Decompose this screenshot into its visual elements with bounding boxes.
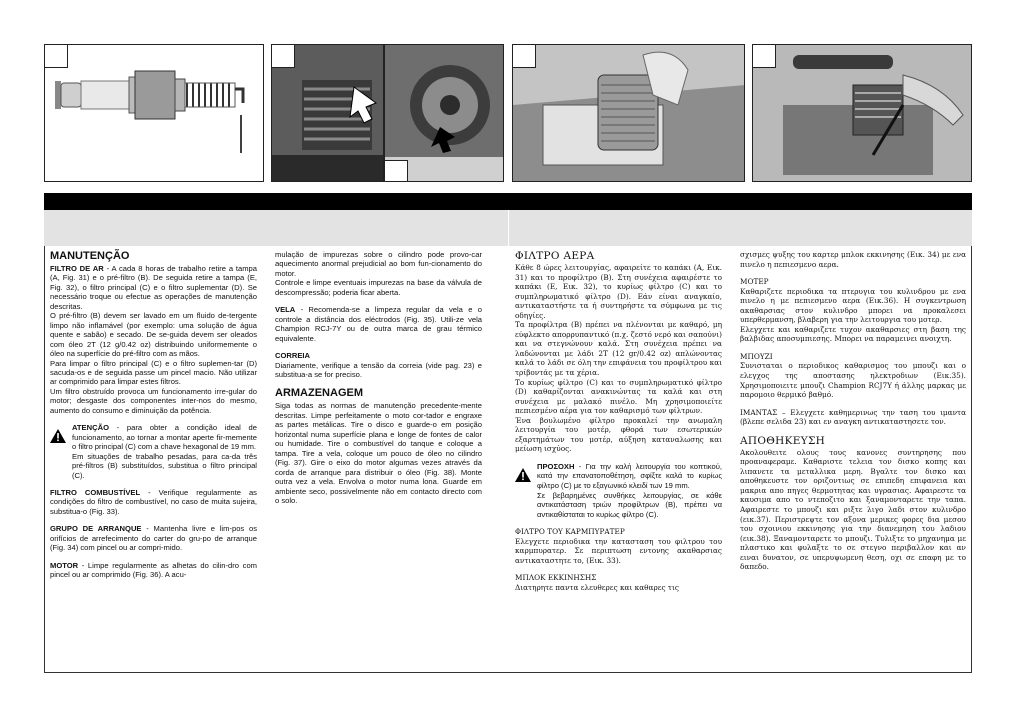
heading-filtro-aera: ΦΙΛΤΡΟ ΑΕΡΑ	[515, 250, 595, 262]
paragraph: Το κυρίως φίλτρο (C) και το συμπληρωματικό φίλτρο (D) καθαρίζονται ανακινώντας τα καλά και στη συνέχεια με μαλακό πινέλο. Μη χρησιμοποιείτε πεπιεσμένο αέρα για τον καθαρισμό των φίλτρων.	[515, 377, 722, 416]
heading-armazenagem: ARMAZENAGEM	[275, 387, 363, 400]
label-moter: ΜΟΤΕΡ	[740, 277, 769, 287]
paragraph: σχισμες ψυξης του καρτερ μπλοκ εκκινησης (Εικ. 34) με ενα πινελο η πεπιεσμενο αερα.	[740, 250, 966, 269]
paragraph-grupo-arranque: GRUPO DE ARRANQUE - Mantenha livre e lim-pos os orifícios de arrefecimento do carter do gru-po de arranque (Fig. 34) com pincel ou ar compri-mido.	[50, 524, 257, 553]
paragraph: Um filtro obstruído provoca um funcionamento irre-gular do motor; desgaste dos componentes inter-nos do mesmo, aumento do consumo e diminuição da potência.	[50, 386, 257, 415]
paragraph-filtro-de-ar: FILTRO DE AR - A cada 8 horas de trabalho retire a tampa (A, Fig. 31) e o pré-filtro (B). De seguida retire a tampa (E, Fig. 32), o filtro principal (C) e o filtro suplementar (D). Se necessário troque ou efectue as operações de manutenção descritas.	[50, 264, 257, 311]
label-mpouzi: ΜΠΟΥΖΙ	[740, 351, 773, 361]
paragraph: Κάθε 8 ώρες λειτουργίας, αφαιρείτε το καπάκι (A, Εικ. 31) και το προφίλτρο (B). Στη συνέχεια αφαιρέστε το καπάκι (E, Εικ. 32), το κυρίως φίλτρο (C) και το συμπληρωματικό φίλτρο (D). Εάν είναι αναγκαίο, αντικαταστήστε τα ή συντηρήστε τα σύμφωνα με τις οδηγίες.	[515, 263, 722, 320]
figure-cylinder-fins	[271, 44, 384, 182]
air-filter-photo	[513, 45, 745, 182]
heading-apothikeusi: ΑΠΟΘΗΚΕΥΣΗ	[740, 434, 826, 447]
paragraph-correia: Diariamente, verifique a tensão da correia (vide pag. 23) e substitua-a se for preciso.	[275, 360, 482, 379]
warning-icon	[515, 468, 531, 482]
figure-flywheel	[384, 44, 504, 182]
column-greek-2	[740, 250, 966, 572]
paragraph: Ακολουθειτε ολους τους κανονες συντηρησης που προαναφεραμε. Καθαριστε τελεια τον δισκο κοπης και λιπανετε τα μεταλλικα μερη. Βγαλτε τον δισκο και αποθηκευστε τον οριζοντιως σε επιπεδη επιφανεια και μακρια απο πηγες θερμοτητας και υγρασιας. Αφαιρεστε τα καυσιμα απο το ντεποζιτο και ξαναμονταρετε την ταπα. Αφαιρεστε το μπουζι και ριξτε λιγο λαδι στον κυλινδρο (εικ.37). Περιστρεψτε τον αξονα μερικες φορες δια μεσου του σχοινιου εκκινησης για την διανεμηση του λαδιου (εικ.38). Ξαναμονταρετε το μπουζι. Τυλιξτε το μηχανημα με πλαστικο και φυλαξτε το σε στεγνο περιβαλλον και αν ειναι δυνατον, σε υπερυψωμενη θεση, οχι σε επαφη με το δαπεδο.	[740, 447, 966, 572]
warning-block: ΠΡΟΣΟΧΗ - Για την καλή λειτουργία του κοπτικού, κατά την επανατοποθέτηση, σφίξτε καλά το κυρίως φίλτρο (C) με το εξαγωνικό κλειδί των 19 mm. Σε βεβαρημένες συνθήκες λειτουργίας, σε κάθε αντικατάσταση τριών προφίλτρων (B), πρέπει να αντικαθίσταται το κυρίως φίλτρο (C).	[515, 462, 722, 519]
figure-cleaning	[752, 44, 972, 182]
cleaning-photo	[753, 45, 972, 182]
paragraph: Καθαριζετε περιοδικα τα πτερυγια του κυλινδρου με ενα πινελο η με πεπιεσμενο αερα (Εικ.36). Η συγκεντρωση ακαθαρσιας στον κυλινδρο μπορει να προκαλεσει υπερθερμανση, βλαβερη για την λειτουργια του μοτερ.	[740, 286, 966, 325]
paragraph: Τα προφίλτρα (B) πρέπει να πλένονται με καθαρό, μη εύφλεκτο απορρυπαντικό (π.χ. ζεστό νερό και σαπούνι) και να στεγνώνουν καλά. Στη συνέχεια πρέπει να λαδώνονται με λάδι 2T (12 gr/0.42 oz) απλώνοντας καλά το λάδι σε όλη την επιφάνεια του προφίλτρου και τρίβοντάς με τα χέρια.	[515, 320, 722, 378]
figure-number-box	[45, 45, 68, 68]
section-subheader-bar	[44, 210, 972, 246]
paragraph: mulação de impurezas sobre o cilindro pode provo-car aquecimento anormal prejudicial ao bom fun-cionamento do motor.	[275, 250, 482, 278]
column-greek-1	[515, 250, 722, 593]
figure-number-box	[753, 45, 776, 68]
paragraph: O pré-filtro (B) devem ser lavado em um fluido de-tergente limpo não inflamável (por exemplo: uma solução de água quente e sabão) e secado. De se-guida devem ser oleados com óleo 2T (12 g/0.42 oz) distribuindo uniformemente o óleo na superfície do pré-filtro com as mãos.	[50, 311, 257, 359]
figure-number-box	[513, 45, 536, 68]
figure-air-filter	[512, 44, 745, 182]
figure-number-box	[385, 160, 408, 181]
paragraph-vela: VELA - Recomenda-se a limpeza regular da vela e o controle a distância dos eléctrodos (Fig. 35). Utili-ze vela Champion RCJ-7Y ou de outra marca de grau térmico equivalente.	[275, 305, 482, 343]
section-header-bar	[44, 193, 972, 210]
column-portuguese-1	[50, 250, 257, 580]
paragraph: Ελεγχετε και καθαριζετε τυχον ακαθαρσιες στη βαση της βαλβιδας αποσυμπιεσης. Μπορει να παραμεινει ανοιχτη.	[740, 324, 966, 344]
label-correia: CORREIA	[275, 351, 311, 361]
label-mplok-ekkinisis: ΜΠΛΟΚ ΕΚΚΙΝΗΣΗΣ	[515, 573, 597, 583]
paragraph: Ελεγχετε περιοδικα την κατασταση του φιλτρου του καρμπυρατερ. Σε περιπτωση εντονης ακαθαρσιας αντικαταστητε το, (Εικ. 33).	[515, 536, 722, 565]
paragraph-filtro-combustivel: FILTRO COMBUSTÍVEL - Verifique regularmente as condições do filtro de combustível, no caso de muita sujeira, substitua-o (Fig. 33).	[50, 487, 257, 516]
paragraph-motor: MOTOR - Limpe regularmente as alhetas do cilin-dro com pincel ou ar comprimido (Fig. 36). A acu-	[50, 560, 257, 580]
paragraph: Controle e limpe eventuais impurezas na base da válvula de descompressão; poderia ficar aberta.	[275, 278, 482, 297]
figure-spark-plug	[44, 44, 264, 182]
paragraph: Para limpar o filtro principal (C) e o filtro suplemen-tar (D) sacuda-os e de seguida passe um pincel macio. Não utilizar ar comprimido para limpar estes filtros.	[50, 358, 257, 387]
paragraph: Ένα βουλωμένο φίλτρο προκαλεί την ανωμαλη λειτουργία του μοτέρ, φθορά των εσωτερικών εξαρτημάτων του μοτέρ, αύξηση καταναλωσης και μείωση ισχύος.	[515, 415, 722, 454]
figure-number-box	[272, 45, 295, 68]
heading-manutencao: MANUTENÇÃO	[50, 250, 130, 262]
paragraph: Διατηρητε παντα ελευθερες και καθαρες τις	[515, 582, 679, 592]
paragraph-armazenagem: Siga todas as normas de manutenção precedente-mente descritas. Limpe perfeitamente o moto cor-tador e engraxe as partes metálicas. Tire o disco e guarde-o em posição horizontal numa superfície plana e longe de fontes de calor ou humidade. Tire o combustível do tanque e coloque a tampa. Tire a vela, coloque um pouco de óleo no cilindro (Fig. 37). Gire o eixo do motor algumas vezes através da corda de arranque para distribuir o óleo (Fig. 38). Monte outra vez a vela. Envolva o motor numa lona. Guarde em ambiente seco, possivelmente não em contacto directo com o solo.	[275, 401, 482, 505]
label-filtro-karmpyrater: ΦΙΛΤΡΟ ΤΟΥ ΚΑΡΜΠΥΡΑΤΕΡ	[515, 527, 625, 537]
column-portuguese-2	[275, 250, 482, 505]
paragraph: Συνισταται ο περιοδικος καθαρισμος του μπουζι και ο ελεγχος της αποστασης ηλεκτροδιων (Εικ.35). Χρησιμοποιειτε μπουζι Champion RCJ7Y ή άλλης μαρκας με παρομοιο θερμικό βαθμό.	[740, 361, 966, 400]
spark-plug-illustration	[45, 45, 264, 182]
warning-icon	[50, 429, 66, 443]
warning-block: ATENÇÃO - para obter a condição ideal de funcionamento, ao tornar a montar aperte fir-memente o filtro principal (C) com a chave hexagonal de 19 mm. Em situações de trabalho pesadas, para ca-da três pré-filtros (B) substituídos, substitua o filtro principal (C).	[50, 423, 257, 480]
paragraph-imantas: ΙΜΑΝΤΑΣ – Ελεγχετε καθημερινως την ταση του ιμαντα (βλεπε σελιδα 23) και εν αναγκη αντικαταστησετε τον.	[740, 407, 966, 427]
